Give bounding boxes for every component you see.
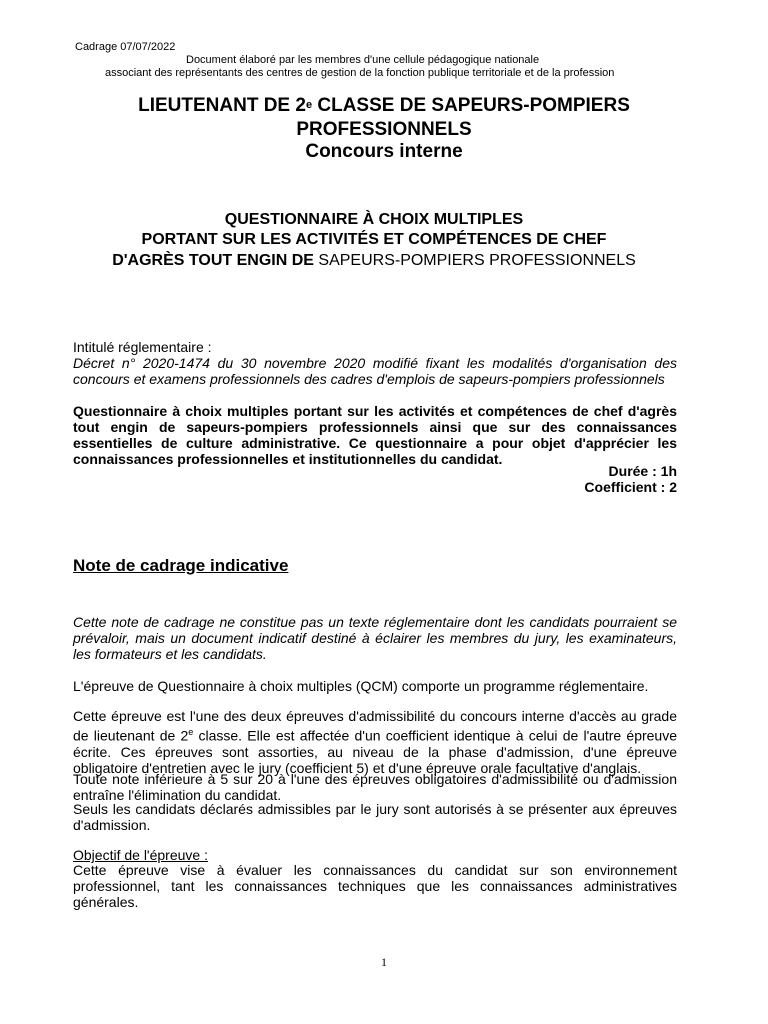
elimination-paragraph: Toute note inférieure à 5 sur 20 à l'une des épreuves obligatoires d'admissibilité ou d'admission entraîne l'élimination du candidat. [73, 771, 677, 803]
objective-paragraph: Cette épreuve vise à évaluer les connaissances du candidat sur son environnement professionnel, tant les connaissances techniques que les connaissances administratives générales. [73, 862, 677, 910]
admissibility-pre: Cette épreuve est l'une des deux épreuves d'admissibilité du concours interne d'accès au grade de lieutenant de 2 [73, 708, 677, 744]
subtitle-line-3-normal: SAPEURS-POMPIERS PROFESSIONNELS [318, 252, 636, 269]
programme-paragraph: L'épreuve de Questionnaire à choix multiples (QCM) comporte un programme réglementaire. [73, 678, 649, 694]
objective-label: Objectif de l'épreuve : [73, 847, 208, 863]
title-line-3: Concours interne [305, 141, 463, 162]
exam-duration: Durée : 1h [608, 463, 677, 479]
admissibility-post: classe. Elle est affectée d'un coefficient identique à celui de l'autre épreuve écrite. Ces épreuves sont assorties, au niveau de la phase d'admission, d'une épreuve obligatoire d'entretien avec le jury (coefficient 5) et d'une épreuve orale facultative d'anglais. [73, 727, 678, 776]
subtitle-line-3 [60, 251, 688, 270]
cadrage-date: Cadrage 07/07/2022 [75, 41, 176, 53]
exam-coefficient: Coefficient : 2 [584, 479, 677, 495]
header-line-1: Document élaboré par les membres d'une cellule pédagogique nationale [186, 54, 540, 66]
section-title: Note de cadrage indicative [73, 556, 289, 575]
title-line-1-post: CLASSE DE SAPEURS-POMPIERS [312, 95, 630, 116]
intro-paragraph: Cette note de cadrage ne constitue pas un texte réglementaire dont les candidats pourraient se prévaloir, mais un document indicatif destiné à éclairer les membres du jury, les examinateurs, les formateurs et les candidats. [73, 614, 677, 662]
subtitle-line-2: PORTANT SUR LES ACTIVITÉS ET COMPÉTENCES DE CHEF [141, 231, 607, 248]
header-line-2: associant des représentants des centres de gestion de la fonction publique territoriale et de la profession [105, 67, 615, 79]
admitted-paragraph: Seuls les candidats déclarés admissibles par le jury sont autorisés à se présenter aux épreuves d'admission. [73, 801, 677, 833]
admissibility-paragraph [73, 708, 677, 776]
title-superscript: e [305, 99, 313, 111]
title-line-1 [60, 94, 708, 118]
admissibility-superscript: e [188, 727, 194, 737]
title-line-1-pre: LIEUTENANT DE 2 [138, 95, 306, 116]
page-number: 1 [381, 955, 387, 969]
subtitle-line-3-bold: D'AGRÈS TOUT ENGIN DE [112, 252, 319, 269]
subtitle-line-1: QUESTIONNAIRE À CHOIX MULTIPLES [224, 211, 524, 228]
regulation-label: Intitulé réglementaire : [73, 339, 212, 355]
title-line-2: PROFESSIONNELS [296, 119, 472, 140]
regulation-decree: Décret n° 2020-1474 du 30 novembre 2020 modifié fixant les modalités d'organisation des concours et examens professionnels des cadres d'emplois de sapeurs-pompiers professionnels [73, 355, 677, 387]
exam-description: Questionnaire à choix multiples portant sur les activités et compétences de chef d'agrès tout engin de sapeurs-pompiers professionnels ainsi que sur des connaissances essentielles de culture administrative. Ce questionnaire a pour objet d'apprécier les connaissances professionnelles et institutionnelles du candidat. [73, 403, 677, 467]
